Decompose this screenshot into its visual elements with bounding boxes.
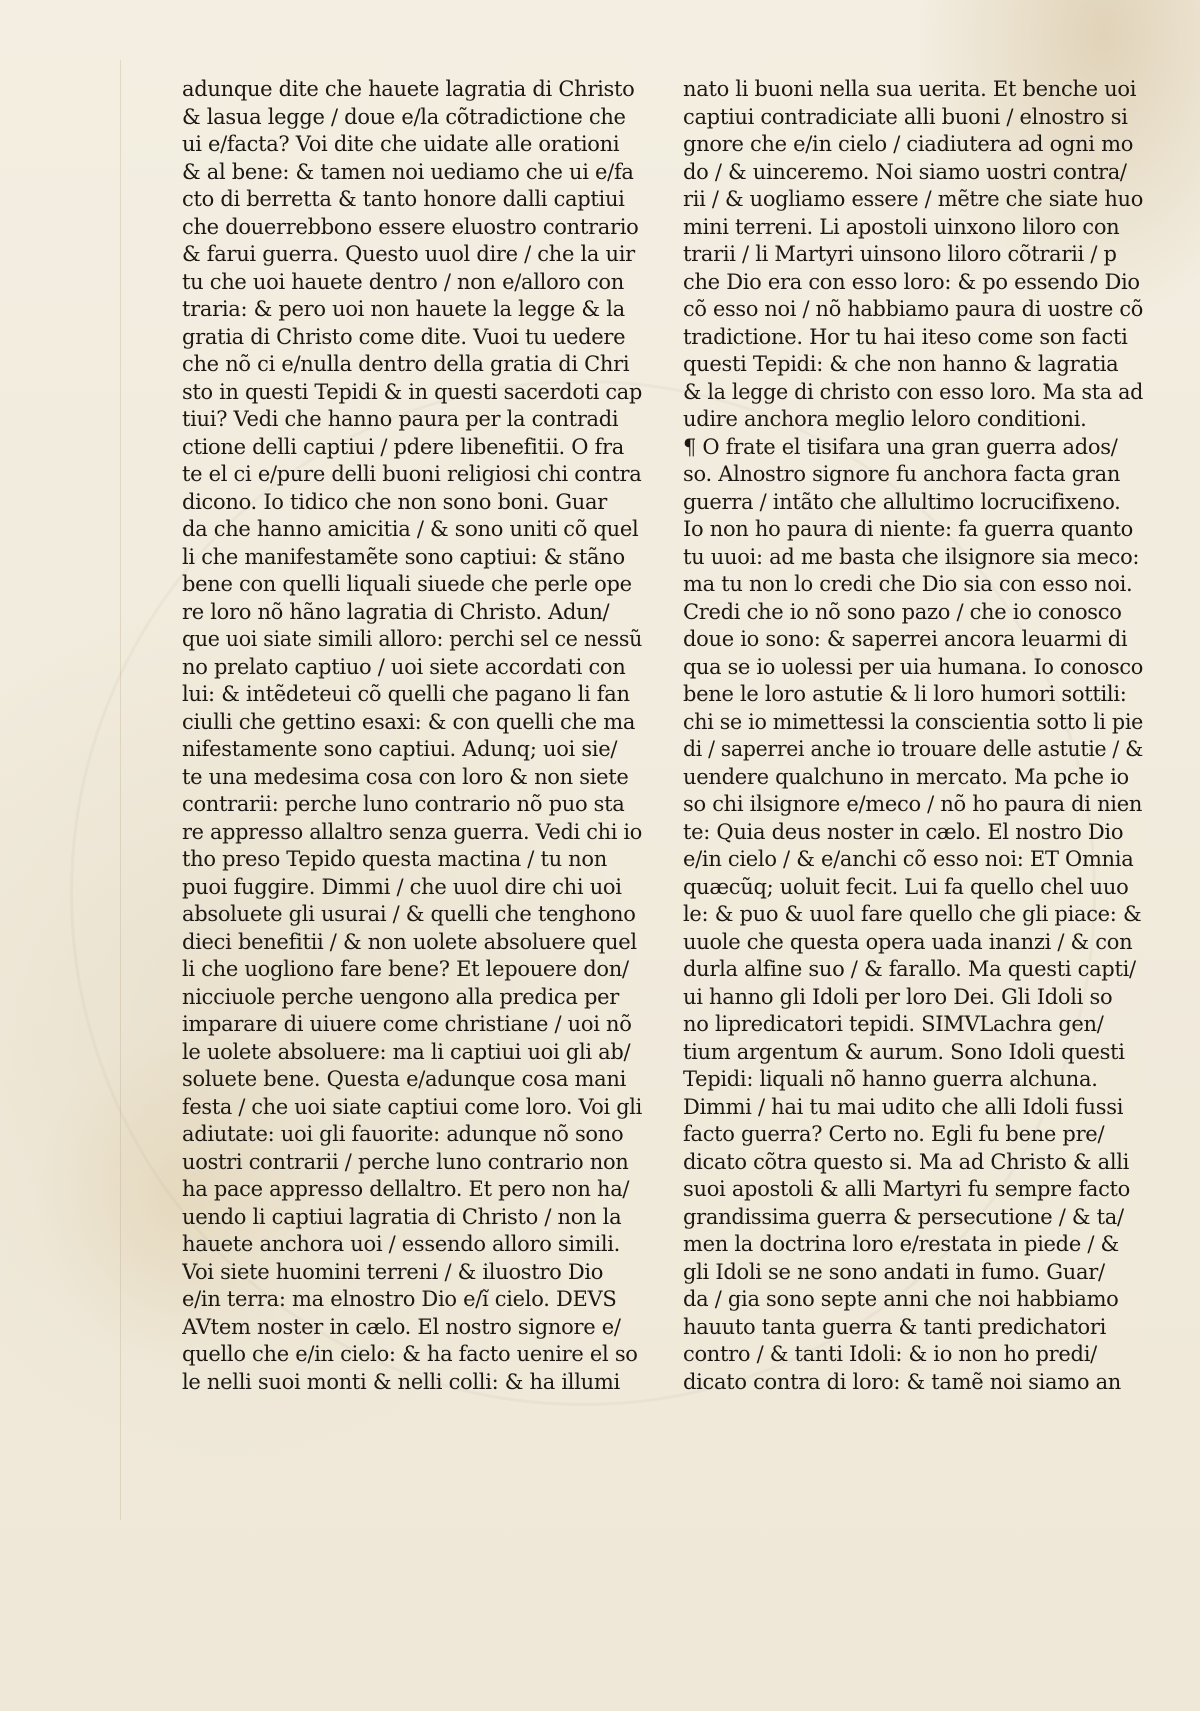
left-column-line: e/in terra: ma elnostro Dio e/ĩ cielo. DEVS — [182, 1287, 617, 1311]
right-column-line: udire anchora meglio leloro conditioni. — [683, 407, 1087, 431]
right-column-line: guerra / intãto che allultimo locrucifixeno. — [683, 489, 1121, 514]
left-column-line: lui: & intẽdeteui cõ quelli che pagano li fan — [182, 682, 630, 706]
left-column-line: le uolete absoluere: ma li captiui uoi gli ab/ — [182, 1039, 631, 1064]
right-column-line: gli Idoli se ne sono andati in fumo. Guar/ — [683, 1259, 1105, 1284]
left-column-line: Voi siete huomini terreni / & iluostro Dio — [182, 1259, 604, 1284]
left-column-line: bene con quelli liquali siuede che perle ope — [182, 572, 632, 596]
left-column-line: re appresso allaltro senza guerra. Vedi chi io — [182, 819, 642, 844]
left-column-line: AVtem noster in cælo. El nostro signore e/ — [182, 1314, 621, 1339]
right-column-line: di / saperrei anche io trouare delle astutie / & — [683, 737, 1143, 761]
right-column-line: e/in cielo / & e/anchi cõ esso noi: ET Omnia — [683, 847, 1134, 871]
left-column-line: da che hanno amicitia / & sono uniti cõ quel — [182, 517, 639, 541]
binding-edge — [120, 60, 121, 1520]
left-column-line: sto in questi Tepidi & in questi sacerdoti cap — [182, 379, 642, 404]
right-column-line: do / & uinceremo. Noi siamo uostri contra/ — [683, 159, 1127, 184]
right-column-line: no lipredicatori tepidi. SIMVLachra gen/ — [683, 1012, 1104, 1036]
left-text-column — [182, 76, 642, 1396]
right-column-line: questi Tepidi: & che non hanno & lagratia — [683, 352, 1119, 376]
left-column-line: ctione delli captiui / pdere libenefitii. O fra — [182, 434, 624, 459]
right-column-line: bene le loro astutie & li loro humori sottili: — [683, 682, 1127, 706]
right-column-line: quæcũq; uoluit fecit. Lui fa quello chel uuo — [683, 874, 1129, 899]
left-column-line: uostri contrarii / perche luno contrario non — [182, 1149, 629, 1174]
right-column-line: & la legge di christo con esso loro. Ma sta ad — [683, 379, 1143, 404]
right-column-line: nato li buoni nella sua uerita. Et benche uoi — [683, 77, 1137, 101]
right-column-line: durla alfine suo / & farallo. Ma questi capti/ — [683, 957, 1136, 981]
left-column-line: tho preso Tepido questa mactina / tu non — [182, 847, 607, 871]
left-column-line: te una medesima cosa con loro & non siete — [182, 764, 629, 789]
right-text-column — [683, 76, 1143, 1396]
left-column-line: li che uogliono fare bene? Et lepouere don/ — [182, 957, 629, 981]
left-column-line: nicciuole perche uengono alla predica per — [182, 984, 619, 1009]
left-column-line: ha pace appresso dellaltro. Et pero non ha/ — [182, 1177, 630, 1201]
right-column-line: captiui contradiciate alli buoni / elnostro si — [683, 104, 1128, 129]
left-column-line: gratia di Christo come dite. Vuoi tu uedere — [182, 324, 626, 349]
right-column-line: doue io sono: & saperrei ancora leuarmi di — [683, 627, 1128, 651]
right-column-line: grandissima guerra & persecutione / & ta/ — [683, 1204, 1124, 1229]
left-column-line: che douerrebbono essere eluostro contrario — [182, 214, 639, 239]
right-column-line: hauuto tanta guerra & tanti predichatori — [683, 1314, 1107, 1339]
left-column-line: imparare di uiuere come christiane / uoi nõ — [182, 1012, 632, 1036]
left-column-line: que uoi siate simili alloro: perchi sel ce nessũ — [182, 627, 642, 651]
left-column-line: che nõ ci e/nulla dentro della gratia di Chri — [182, 352, 630, 376]
right-column-line: trarii / li Martyri uinsono liloro cõtrarii / p — [683, 242, 1117, 266]
left-column-line: & farui guerra. Questo uuol dire / che la uir — [182, 242, 635, 266]
right-column-line: tium argentum & aurum. Sono Idoli questi — [683, 1039, 1125, 1064]
right-column-line: Dimmi / hai tu mai udito che alli Idoli fussi — [683, 1094, 1124, 1119]
right-column-line: ¶ O frate el tisifara una gran guerra ados/ — [683, 434, 1118, 459]
right-column-line: so chi ilsignore e/meco / nõ ho paura di nien — [683, 792, 1143, 816]
left-column-line: tiui? Vedi che hanno paura per la contradi — [182, 407, 619, 431]
left-column-line: ciulli che gettino esaxi: & con quelli che ma — [182, 709, 636, 734]
right-column-line: rii / & uogliamo essere / mẽtre che siate huo — [683, 187, 1143, 211]
left-column-line: adiutate: uoi gli fauorite: adunque nõ sono — [182, 1122, 624, 1146]
right-column-line: tu uuoi: ad me basta che ilsignore sia meco: — [683, 544, 1140, 569]
left-column-line: dieci benefitii / & non uolete absoluere quel — [182, 929, 637, 954]
left-column-line: absoluete gli usurai / & quelli che tenghono — [182, 902, 636, 926]
right-column-line: ma tu non lo credi che Dio sia con esso noi. — [683, 572, 1133, 596]
left-column-line: cto di berretta & tanto honore dalli captiui — [182, 187, 625, 211]
right-column-line: uuole che questa opera uada inanzi / & con — [683, 929, 1133, 954]
left-column-line: li che manifestamẽte sono captiui: & stãno — [182, 544, 625, 569]
right-column-line: mini terreni. Li apostoli uinxono liloro con — [683, 214, 1120, 239]
right-column-line: tradictione. Hor tu hai itesо come son facti — [683, 324, 1128, 349]
left-column-line: te el ci e/pure delli buoni religiosi chi contra — [182, 462, 642, 486]
right-column-line: Tepidi: liquali nõ hanno guerra alchuna. — [683, 1067, 1098, 1091]
right-column-line: da / gia sono septe anni che noi habbiamo — [683, 1287, 1119, 1311]
left-column-line: & al bene: & tamen noi uediamo che ui e/fa — [182, 159, 634, 184]
right-column-line: contro / & tanti Idoli: & io non ho predi/ — [683, 1342, 1097, 1366]
left-column-line: nifestamente sono captiui. Adunq; uoi sie/ — [182, 737, 618, 761]
left-column-line: quello che e/in cielo: & ha facto uenire el so — [182, 1342, 638, 1366]
left-column-line: tu che uoi hauete dentro / non e/alloro con — [182, 269, 624, 294]
right-column-line: so. Alnostro signore fu anchora facta gran — [683, 462, 1121, 486]
left-column-line: no prelato captiuo / uoi siete accordati con — [182, 654, 626, 679]
right-column-line: chi se io mimettessi la conscientia sotto li pie — [683, 709, 1143, 734]
right-column-line: ui hanno gli Idoli per loro Dei. Gli Idoli so — [683, 984, 1113, 1009]
right-column-line: cõ esso noi / nõ habbiamo paura di uostre cõ — [683, 297, 1143, 321]
left-column-line: & lasua legge / doue e/la cõtradictione che — [182, 104, 626, 129]
right-column-line: dicato contra di loro: & tamẽ noi siamo an — [683, 1369, 1122, 1394]
right-column-line: dicato cõtra questo si. Ma ad Christo & alli — [683, 1149, 1130, 1174]
right-column-line: te: Quia deus noster in cælo. El nostro Dio — [683, 819, 1124, 844]
right-column-line: le: & puo & uuol fare quello che gli piace: & — [683, 902, 1142, 926]
right-column-line: suoi apostoli & alli Martyri fu sempre facto — [683, 1177, 1131, 1201]
left-column-line: re loro nõ hãno lagratia di Christo. Adun/ — [182, 599, 610, 624]
left-column-line: soluete bene. Questa e/adunque cosa mani — [182, 1067, 627, 1091]
left-column-line: hauete anchora uoi / essendo alloro simili. — [182, 1232, 621, 1256]
right-column-line: facto guerra? Certo no. Egli fu bene pre/ — [683, 1122, 1105, 1146]
left-column-line: le nelli suoi monti & nelli colli: & ha illumi — [182, 1369, 620, 1394]
right-column-line: gnore che e/in cielo / ciadiutera ad ogni mo — [683, 132, 1134, 156]
right-column-line: Credi che io nõ sono pazo / che io conosco — [683, 599, 1122, 624]
left-column-line: adunque dite che hauete lagratia di Christo — [182, 77, 635, 101]
left-column-line: uendo li captiui lagratia di Christo / non la — [182, 1204, 622, 1229]
left-column-line: dicono. Io tidico che non sono boni. Guar — [182, 489, 607, 514]
left-column-line: ui e/facta? Voi dite che uidate alle orationi — [182, 132, 620, 156]
left-column-line: traria: & pero uoi non hauete la legge & la — [182, 297, 625, 321]
right-column-line: Io non ho paura di niente: fa guerra quanto — [683, 517, 1134, 541]
right-column-line: men la doctrina loro e/restata in piede / & — [683, 1232, 1119, 1256]
left-column-line: festa / che uoi siate captiui come loro. Voi gli — [182, 1094, 642, 1119]
right-column-line: uendere qualchuno in mercato. Ma pche io — [683, 764, 1129, 789]
right-column-line: che Dio era con esso loro: & po essendo Dio — [683, 269, 1140, 294]
left-column-line: contrarii: perche luno contrario nõ puo sta — [182, 792, 625, 816]
left-column-line: puoi fuggire. Dimmi / che uuol dire chi uoi — [182, 874, 622, 899]
right-column-line: qua se io uolessi per uia humana. Io conosco — [683, 654, 1143, 679]
